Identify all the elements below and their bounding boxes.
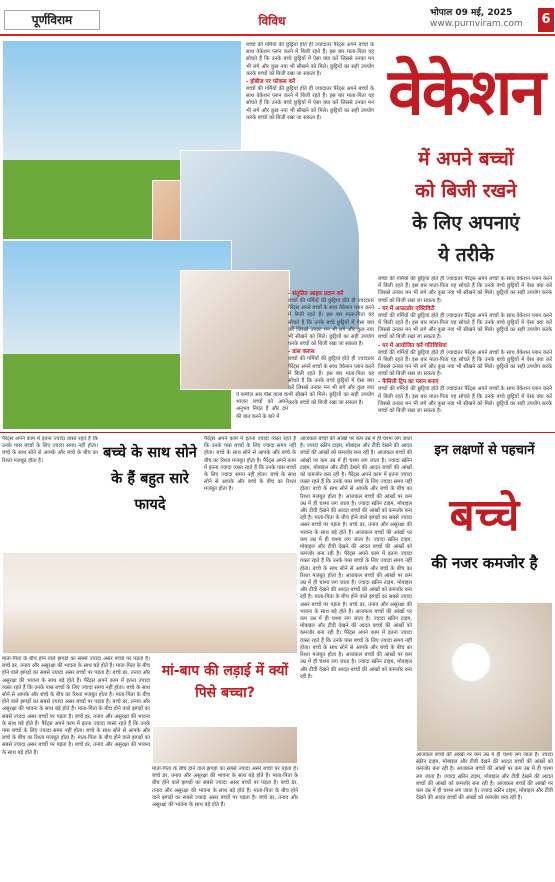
date-line: भोपाल 09 मई, 2025 bbox=[430, 8, 513, 18]
parents-headline: मां-बाप की लड़ाई में क्यों पिसे बच्चा? bbox=[161, 663, 289, 701]
vacation-subhead-3: - घर में आउटडोर एक्टिविटी bbox=[378, 305, 435, 312]
vacation-article-text-mid: - संतुलित आहार प्रदान करें बच्चों की गर्मियों की छुट्टियां होते ही ज्यादातर पैरेंट्स अपने बच्चों के साथ वेकेशन प्लान करने में बिजी रहते हैं। इस बार माता-पिता यह सोचते हैं कि उनके बच्चे छुट्टियों में ऐसा क्या करें जिससे उनका मन भी लगे और कुछ नया भी सीखने को मिले। छुट्टियों का सही उपयोग करके बच्चों को बिजी रखा जा सकता है। - डांस क्लास बच्चों की गर्मियों की छुट्टियां होते ही ज्यादातर पैरेंट्स अपने बच्चों के साथ वेकेशन प्लान करने में बिजी रहते हैं। इस बार माता-पिता यह सोचते हैं कि उनके बच्चे छुट्टियों में ऐसा क्या करें जिससे उनका मन भी लगे और कुछ नया भी सीखने को मिले। छुट्टियों का सही उपयोग करके बच्चों को बिजी रखा जा सकता है। bbox=[288, 291, 374, 406]
signs-headline-bottom: की नजर कमजोर है bbox=[431, 554, 538, 572]
parents-article-text: माता-पिता के बीच होने वाले झगड़ों का सबसे ज्यादा असर बच्चों पर पड़ता है। बच्चे डर, तनाव और असुरक्षा की भावना के साथ बड़े होते हैं। माता-पिता के बीच होने वाले झगड़ों का सबसे ज्यादा असर बच्चों पर पड़ता है। बच्चे डर, तनाव और असुरक्षा की भावना के साथ बड़े होते हैं। माता-पिता के बीच होने वाले झगड़ों का सबसे ज्यादा असर बच्चों पर पड़ता है। बच्चे डर, तनाव और असुरक्षा की भावना के साथ बड़े होते हैं। bbox=[152, 766, 298, 809]
vacation-headline-5: ये तरीके bbox=[438, 244, 494, 266]
signs-list-text: आजकल बच्चों की आंखों पर कम उम्र में ही चश्मा लग जाता है। ज्यादा स्क्रीन टाइम, मोबाइल और टीवी देखने की आदत बच्चों की आंखों को कमजोर बना रही है। आजकल बच्चों की आंखों पर कम उम्र में ही चश्मा लग जाता है। ज्यादा स्क्रीन टाइम, मोबाइल और टीवी देखने की आदत बच्चों की आंखों को कमजोर बना रही है। आजकल बच्चों की आंखों पर कम उम्र में ही चश्मा लग जाता है। ज्यादा स्क्रीन टाइम, मोबाइल और टीवी देखने की आदत बच्चों की आंखों को कमजोर बना रही है। bbox=[416, 752, 553, 802]
vacation-subhead-6: - फैमिली ट्रिप का प्लान बनाएं bbox=[378, 379, 439, 386]
vacation-subhead-5: - घर में आयोजित करें गतिविधियां bbox=[378, 342, 447, 349]
signs-article-text: आजकल बच्चों की आंखों पर कम उम्र में ही चश्मा लग जाता है। ज्यादा स्क्रीन टाइम, मोबाइल और टीवी देखने की आदत बच्चों की आंखों को कमजोर बना रही है। आजकल बच्चों की आंखों पर कम उम्र में ही चश्मा लग जाता है। ज्यादा स्क्रीन टाइम, मोबाइल और टीवी देखने की आदत बच्चों की आंखों को कमजोर बना रही है। पैरेंट्स अपने काम में इतना ज्यादा व्यस्त रहते हैं कि उनके पास बच्चों के लिए ज्यादा समय नहीं होता। बच्चे के साथ सोने से आपके और बच्चे के बीच का रिश्ता मजबूत होता है। आजकल बच्चों की आंखों पर कम उम्र में ही चश्मा लग जाता है। ज्यादा स्क्रीन टाइम, मोबाइल और टीवी देखने की आदत बच्चों की आंखों को कमजोर बना रही है। माता-पिता के बीच होने वाले झगड़ों का सबसे ज्यादा असर बच्चों पर पड़ता है। बच्चे डर, तनाव और असुरक्षा की भावना के साथ बड़े होते हैं। आजकल बच्चों की आंखों पर कम उम्र में ही चश्मा लग जाता है। ज्यादा स्क्रीन टाइम, मोबाइल और टीवी देखने की आदत बच्चों की आंखों को कमजोर बना रही है। पैरेंट्स अपने काम में इतना ज्यादा व्यस्त रहते हैं कि उनके पास बच्चों के लिए ज्यादा समय नहीं होता। बच्चे के साथ सोने से आपके और बच्चे के बीच का रिश्ता मजबूत होता है। आजकल बच्चों की आंखों पर कम उम्र में ही चश्मा लग जाता है। ज्यादा स्क्रीन टाइम, मोबाइल और टीवी देखने की आदत बच्चों की आंखों को कमजोर बना रही है। माता-पिता के बीच होने वाले झगड़ों का सबसे ज्यादा असर बच्चों पर पड़ता है। बच्चे डर, तनाव और असुरक्षा की भावना के साथ बड़े होते हैं। आजकल बच्चों की आंखों पर कम उम्र में ही चश्मा लग जाता है। ज्यादा स्क्रीन टाइम, मोबाइल और टीवी देखने की आदत बच्चों की आंखों को कमजोर बना रही है। पैरेंट्स अपने काम में इतना ज्यादा व्यस्त रहते हैं कि उनके पास बच्चों के लिए ज्यादा समय नहीं होता। बच्चे के साथ सोने से आपके और बच्चे के बीच का रिश्ता मजबूत होता है। आजकल बच्चों की आंखों पर कम उम्र में ही चश्मा लग जाता है। ज्यादा स्क्रीन टाइम, मोबाइल और टीवी देखने की आदत बच्चों की आंखों को कमजोर बना रही है। bbox=[300, 436, 412, 680]
vacation-headline-2: में अपने बच्चों bbox=[418, 148, 514, 170]
painting-photo bbox=[180, 270, 290, 390]
site-url: www.purnviram.com bbox=[430, 19, 523, 29]
crying-child-photo bbox=[152, 726, 298, 764]
eye-test-photo bbox=[416, 602, 553, 752]
sleep-headline: बच्चे के साथ सोने के हैं बहुत सारे फायदे bbox=[103, 445, 197, 513]
signs-headline-top: इन लक्षणों से पहचानें bbox=[434, 443, 535, 458]
sleep-article-text: पैरेंट्स अपने काम में इतना ज्यादा व्यस्त रहते हैं कि उनके पास बच्चों के लिए ज्यादा समय नहीं होता। बच्चे के साथ सोने से आपके और बच्चे के बीच का रिश्ता मजबूत होता है। पैरेंट्स अपने काम में इतना ज्यादा व्यस्त रहते हैं कि उनके पास बच्चों के लिए ज्यादा समय नहीं होता। बच्चे के साथ सोने से आपके और बच्चे के बीच का रिश्ता मजबूत होता है। bbox=[204, 436, 296, 493]
vacation-headline-4: के लिए अपनाएं bbox=[412, 212, 520, 234]
photo-caption: ये कमीज़ आर पीस वाला के भाजन बच्चों को अपने अनुभव नियत है और दम की बात करने के बारे में bbox=[236, 392, 288, 420]
section-title: विविध bbox=[258, 14, 286, 28]
vacation-subhead-1: - हॉबीज पर फोकस करें bbox=[246, 79, 296, 86]
section-divider bbox=[0, 432, 555, 433]
vacation-article-text: बच्चों की गर्मियों की छुट्टियां होते ही ज्यादातर पैरेंट्स अपने बच्चों के साथ वेकेशन प्लान करने में बिजी रहते हैं। इस बार माता-पिता यह सोचते हैं कि उनके बच्चे छुट्टियों में ऐसा क्या करें जिससे उनका मन भी लगे और कुछ नया भी सीखने को मिले। छुट्टियों का सही उपयोग करके बच्चों को बिजी रखा जा सकता है। - हॉबीज पर फोकस करें बच्चों की गर्मियों की छुट्टियां होते ही ज्यादातर पैरेंट्स अपने बच्चों के साथ वेकेशन प्लान करने में बिजी रहते हैं। इस बार माता-पिता यह सोचते हैं कि उनके बच्चे छुट्टियों में ऐसा क्या करें जिससे उनका मन भी लगे और कुछ नया भी सीखने को मिले। छुट्टियों का सही उपयोग करके बच्चों को बिजी रखा जा सकता है। bbox=[246, 42, 374, 121]
vacation-subhead-2: - संतुलित आहार प्रदान करें bbox=[288, 291, 344, 297]
vacation-subhead-4: - डांस क्लास bbox=[288, 349, 315, 356]
page-number: 6 bbox=[538, 8, 554, 32]
mother-child-sleeping-photo bbox=[2, 552, 298, 654]
brand-logo: पूर्णविराम bbox=[4, 10, 100, 30]
vacation-body: बच्चों की गर्मियों की छुट्टियां होते ही ज्यादातर पैरेंट्स अपने बच्चों के साथ वेकेशन प्लान करने में बिजी रहते हैं। इस बार माता-पिता यह सोचते हैं कि उनके बच्चे छुट्टियों में ऐसा क्या करें जिससे उनका मन भी लगे और कुछ नया भी सीखने को मिले। छुट्टियों का सही उपयोग करके बच्चों को बिजी रखा जा सकता है। bbox=[246, 42, 374, 77]
parents-article-left: माता-पिता के बीच होने वाले झगड़ों का सबसे ज्यादा असर बच्चों पर पड़ता है। बच्चे डर, तनाव और असुरक्षा की भावना के साथ बड़े होते हैं। माता-पिता के बीच होने वाले झगड़ों का सबसे ज्यादा असर बच्चों पर पड़ता है। बच्चे डर, तनाव और असुरक्षा की भावना के साथ बड़े होते हैं। पैरेंट्स अपने काम में इतना ज्यादा व्यस्त रहते हैं कि उनके पास बच्चों के लिए ज्यादा समय नहीं होता। बच्चे के साथ सोने से आपके और बच्चे के बीच का रिश्ता मजबूत होता है। माता-पिता के बीच होने वाले झगड़ों का सबसे ज्यादा असर बच्चों पर पड़ता है। बच्चे डर, तनाव और असुरक्षा की भावना के साथ बड़े होते हैं। माता-पिता के बीच होने वाले झगड़ों का सबसे ज्यादा असर बच्चों पर पड़ता है। बच्चे डर, तनाव और असुरक्षा की भावना के साथ बड़े होते हैं। पैरेंट्स अपने काम में इतना ज्यादा व्यस्त रहते हैं कि उनके पास बच्चों के लिए ज्यादा समय नहीं होता। बच्चे के साथ सोने से आपके और बच्चे के बीच का रिश्ता मजबूत होता है। माता-पिता के बीच होने वाले झगड़ों का सबसे ज्यादा असर बच्चों पर पड़ता है। बच्चे डर, तनाव और असुरक्षा की भावना के साथ बड़े होते हैं। bbox=[2, 656, 150, 756]
vacation-headline-1: वेकेशन bbox=[388, 56, 544, 130]
signs-headline-big: बच्चे bbox=[449, 490, 520, 541]
sleep-article-intro: पैरेंट्स अपने काम में इतना ज्यादा व्यस्त रहते हैं कि उनके पास बच्चों के लिए ज्यादा समय नहीं होता। बच्चे के साथ सोने से आपके और बच्चे के बीच का रिश्ता मजबूत होता है। bbox=[2, 436, 98, 464]
date-block bbox=[430, 8, 532, 32]
vacation-article-text-right: बच्चों की गर्मियों की छुट्टियां होते ही ज्यादातर पैरेंट्स अपने बच्चों के साथ वेकेशन प्लान करने में बिजी रहते हैं। इस बार माता-पिता यह सोचते हैं कि उनके बच्चे छुट्टियों में ऐसा क्या करें जिससे उनका मन भी लगे और कुछ नया भी सीखने को मिले। छुट्टियों का सही उपयोग करके बच्चों को बिजी रखा जा सकता है। - घर में आउटडोर एक्टिविटी बच्चों की गर्मियों की छुट्टियां होते ही ज्यादातर पैरेंट्स अपने बच्चों के साथ वेकेशन प्लान करने में बिजी रहते हैं। इस बार माता-पिता यह सोचते हैं कि उनके बच्चे छुट्टियों में ऐसा क्या करें जिससे उनका मन भी लगे और कुछ नया भी सीखने को मिले। छुट्टियों का सही उपयोग करके बच्चों को बिजी रखा जा सकता है। - घर में आयोजित करें गतिविधियां बच्चों की गर्मियों की छुट्टियां होते ही ज्यादातर पैरेंट्स अपने बच्चों के साथ वेकेशन प्लान करने में बिजी रहते हैं। इस बार माता-पिता यह सोचते हैं कि उनके बच्चे छुट्टियों में ऐसा क्या करें जिससे उनका मन भी लगे और कुछ नया भी सीखने को मिले। छुट्टियों का सही उपयोग करके बच्चों को बिजी रखा जा सकता है। - फैमिली ट्रिप का प्लान बनाएं बच्चों की गर्मियों की छुट्टियां होते ही ज्यादातर पैरेंट्स अपने बच्चों के साथ वेकेशन प्लान करने में बिजी रहते हैं। इस बार माता-पिता यह सोचते हैं कि उनके बच्चे छुट्टियों में ऐसा क्या करें जिससे उनका मन भी लगे और कुछ नया भी सीखने को मिले। छुट्टियों का सही उपयोग करके बच्चों को बिजी रखा जा सकता है। bbox=[378, 276, 552, 415]
vacation-headline-3: को बिजी रखने bbox=[415, 180, 517, 202]
